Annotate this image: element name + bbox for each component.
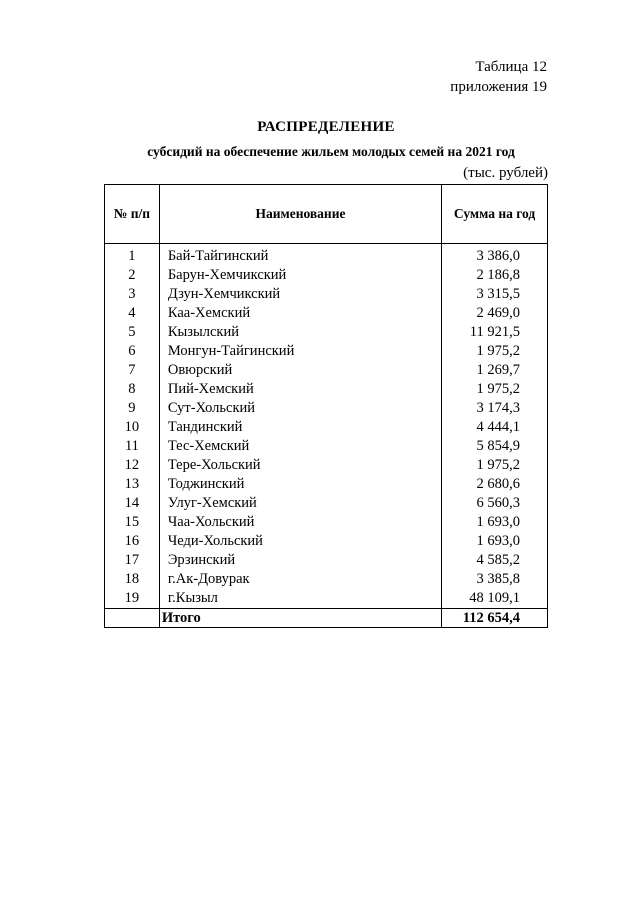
appendix-reference: приложения 19 — [450, 79, 547, 95]
row-number: 16 — [105, 532, 160, 551]
table-row — [105, 551, 548, 570]
row-number: 13 — [105, 475, 160, 494]
row-name: Монгун-Тайгинский — [159, 342, 441, 361]
row-sum: 11 921,5 — [442, 323, 548, 342]
row-number: 14 — [105, 494, 160, 513]
row-number: 11 — [105, 437, 160, 456]
row-number: 12 — [105, 456, 160, 475]
row-number: 10 — [105, 418, 160, 437]
document-title: РАСПРЕДЕЛЕНИЕ — [257, 119, 395, 135]
row-name: Улуг-Хемский — [159, 494, 441, 513]
row-sum: 1 693,0 — [442, 532, 548, 551]
row-name: Дзун-Хемчикский — [159, 285, 441, 304]
row-sum: 1 693,0 — [442, 513, 548, 532]
row-sum: 1 975,2 — [442, 342, 548, 361]
row-sum: 3 385,8 — [442, 570, 548, 589]
row-name: Пий-Хемский — [159, 380, 441, 399]
row-number: 9 — [105, 399, 160, 418]
table-row — [105, 456, 548, 475]
row-name: Чаа-Хольский — [159, 513, 441, 532]
units-note: (тыс. рублей) — [463, 165, 548, 181]
table-row — [105, 437, 548, 456]
total-sum: 112 654,4 — [442, 609, 548, 628]
row-number: 19 — [105, 589, 160, 609]
row-name: Бай-Тайгинский — [159, 244, 441, 267]
row-name: Тес-Хемский — [159, 437, 441, 456]
table-row — [105, 266, 548, 285]
row-name: Чеди-Хольский — [159, 532, 441, 551]
row-name: Тоджинский — [159, 475, 441, 494]
row-sum: 3 386,0 — [442, 244, 548, 267]
row-number: 15 — [105, 513, 160, 532]
row-name: Кызылский — [159, 323, 441, 342]
table-row — [105, 570, 548, 589]
table-row — [105, 589, 548, 609]
total-row — [105, 609, 548, 628]
row-sum: 1 975,2 — [442, 380, 548, 399]
table-row — [105, 399, 548, 418]
table-header-row — [105, 185, 548, 244]
total-number-cell — [105, 609, 160, 628]
column-header-number: № п/п — [105, 185, 160, 244]
row-name: Тандинский — [159, 418, 441, 437]
row-number: 8 — [105, 380, 160, 399]
row-name: Барун-Хемчикский — [159, 266, 441, 285]
table-row — [105, 304, 548, 323]
row-number: 7 — [105, 361, 160, 380]
table-row — [105, 380, 548, 399]
row-sum: 4 444,1 — [442, 418, 548, 437]
row-sum: 2 186,8 — [442, 266, 548, 285]
column-header-sum: Сумма на год — [442, 185, 548, 244]
row-number: 5 — [105, 323, 160, 342]
row-sum: 3 174,3 — [442, 399, 548, 418]
table-row — [105, 342, 548, 361]
row-name: Овюрский — [159, 361, 441, 380]
row-number: 3 — [105, 285, 160, 304]
table-row — [105, 532, 548, 551]
row-sum: 48 109,1 — [442, 589, 548, 609]
row-sum: 2 680,6 — [442, 475, 548, 494]
total-label: Итого — [159, 609, 441, 628]
table-row — [105, 418, 548, 437]
row-number: 6 — [105, 342, 160, 361]
row-sum: 1 975,2 — [442, 456, 548, 475]
row-name: г.Ак-Довурак — [159, 570, 441, 589]
row-number: 17 — [105, 551, 160, 570]
table-row — [105, 323, 548, 342]
table-row — [105, 475, 548, 494]
row-sum: 4 585,2 — [442, 551, 548, 570]
row-sum: 5 854,9 — [442, 437, 548, 456]
table-row — [105, 244, 548, 267]
row-sum: 3 315,5 — [442, 285, 548, 304]
row-name: г.Кызыл — [159, 589, 441, 609]
table-row — [105, 513, 548, 532]
row-number: 2 — [105, 266, 160, 285]
row-number: 4 — [105, 304, 160, 323]
row-number: 1 — [105, 244, 160, 267]
table-row — [105, 361, 548, 380]
row-name: Сут-Хольский — [159, 399, 441, 418]
row-sum: 2 469,0 — [442, 304, 548, 323]
row-name: Эрзинский — [159, 551, 441, 570]
row-name: Тере-Хольский — [159, 456, 441, 475]
row-sum: 1 269,7 — [442, 361, 548, 380]
table-row — [105, 285, 548, 304]
row-name: Каа-Хемский — [159, 304, 441, 323]
column-header-name: Наименование — [159, 185, 441, 244]
table-reference: Таблица 12 — [475, 59, 547, 75]
row-number: 18 — [105, 570, 160, 589]
subsidy-table — [104, 184, 548, 628]
row-sum: 6 560,3 — [442, 494, 548, 513]
document-subtitle: субсидий на обеспечение жильем молодых семей на 2021 год — [147, 144, 515, 159]
table-row — [105, 494, 548, 513]
